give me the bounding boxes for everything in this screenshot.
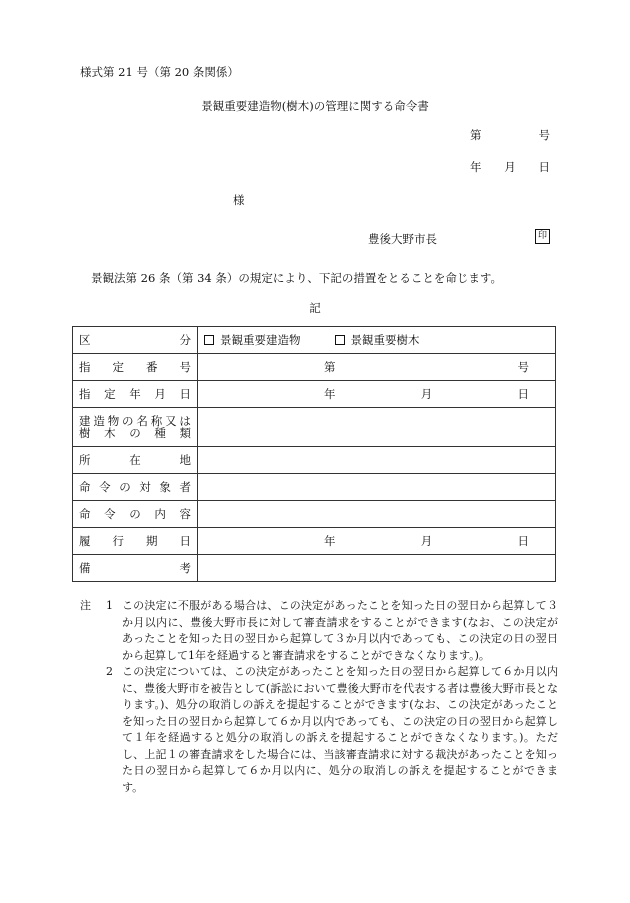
kubun-value <box>198 327 556 354</box>
document-number-line <box>470 127 550 143</box>
notes-section <box>80 598 569 796</box>
table-row-deadline <box>73 528 556 555</box>
document-number-suffix: 号 <box>538 128 550 142</box>
ki-heading: 記 <box>309 301 321 315</box>
checkbox-icon[interactable] <box>204 335 214 345</box>
document-title: 景観重要建造物(樹木)の管理に関する命令書 <box>201 99 429 113</box>
table-row-remarks <box>73 555 556 582</box>
order-details-table <box>72 326 556 582</box>
note-number: 2 <box>106 665 113 678</box>
remarks-value[interactable] <box>198 555 556 582</box>
table-row-target <box>73 474 556 501</box>
location-label: 所 在 地 <box>73 447 198 474</box>
note-text: この決定に不服がある場合は、この決定があったことを知った日の翌日から起算して３か月以内に、豊後大野市長に対して審査請求をすることができます(なお、この決定が あったことを知った日の翌日から起算して３か月以内であっても、この決定の日の翌日から起算して1年を経過すると審査請求をすることができなくなります。)。 <box>122 599 569 662</box>
location-value[interactable] <box>198 447 556 474</box>
kubun-label-char: 分 <box>179 332 191 347</box>
target-value[interactable] <box>198 474 556 501</box>
name-label: 建 造 物 の 名 称 又 は 樹 木 の 種 類 <box>73 407 198 447</box>
designation-number-value: 第 号 <box>198 353 556 380</box>
deadline-value: 年 月 日 <box>198 528 556 555</box>
table-row-name <box>73 407 556 447</box>
remarks-label: 備 考 <box>73 555 198 582</box>
target-label: 命 令 の 対 象 者 <box>73 474 198 501</box>
document-date-line <box>470 159 550 175</box>
table-row-kubun <box>73 327 556 354</box>
kubun-option-tree[interactable]: 景観重要樹木 <box>335 332 420 348</box>
table-row-location <box>73 447 556 474</box>
date-month: 月 <box>504 160 516 174</box>
content-label: 命 令 の 内 容 <box>73 501 198 528</box>
notes-heading: 注 <box>80 599 91 612</box>
kubun-label-char: 区 <box>79 332 91 347</box>
checkbox-icon[interactable] <box>335 335 345 345</box>
table-row-designation-number <box>73 353 556 380</box>
content-value[interactable] <box>198 501 556 528</box>
designation-number-label: 指 定 番 号 <box>73 353 198 380</box>
note-item <box>80 664 558 796</box>
kubun-option-building[interactable]: 景観重要建造物 <box>204 332 301 348</box>
designation-date-label: 指 定 年 月 日 <box>73 380 198 407</box>
date-day: 日 <box>538 160 550 174</box>
document-number-prefix: 第 <box>470 128 482 142</box>
table-row-content <box>73 501 556 528</box>
addressee-honorific: 様 <box>233 193 245 207</box>
name-value[interactable] <box>198 407 556 447</box>
note-text: この決定については、この決定があったことを知った日の翌日から起算して６か月以内に、豊後大野市を被告として(訴訟において豊後大野市を代表する者は豊後大野市長となります。)、処分の取消しの訴えを提起することができます(なお、この決定があったことを知った日の翌日から起算して６か月以内であっても、この決定の日の翌日から起算して１年を経過すると処分の取消しの訴えを提起することができなくなります。)。ただし、上記１の審査請求をした場合には、当該審査請求に対する裁決があったことを知った日の翌日から起算して６か月以内に、処分の取消しの訴えを提起することができます。 <box>122 665 558 794</box>
designation-date-value: 年 月 日 <box>198 380 556 407</box>
form-number: 様式第 21 号（第 20 条関係） <box>80 65 239 79</box>
issuer-name: 豊後大野市長 <box>368 232 437 246</box>
table-row-designation-date <box>73 380 556 407</box>
seal-mark: 印 <box>535 229 550 244</box>
kubun-label <box>73 327 198 354</box>
note-number: 1 <box>106 599 113 612</box>
note-item <box>80 598 569 664</box>
order-statement: 景観法第 26 条（第 34 条）の規定により、下記の措置をとることを命じます。 <box>91 271 502 285</box>
date-year: 年 <box>470 160 482 174</box>
deadline-label: 履 行 期 日 <box>73 528 198 555</box>
